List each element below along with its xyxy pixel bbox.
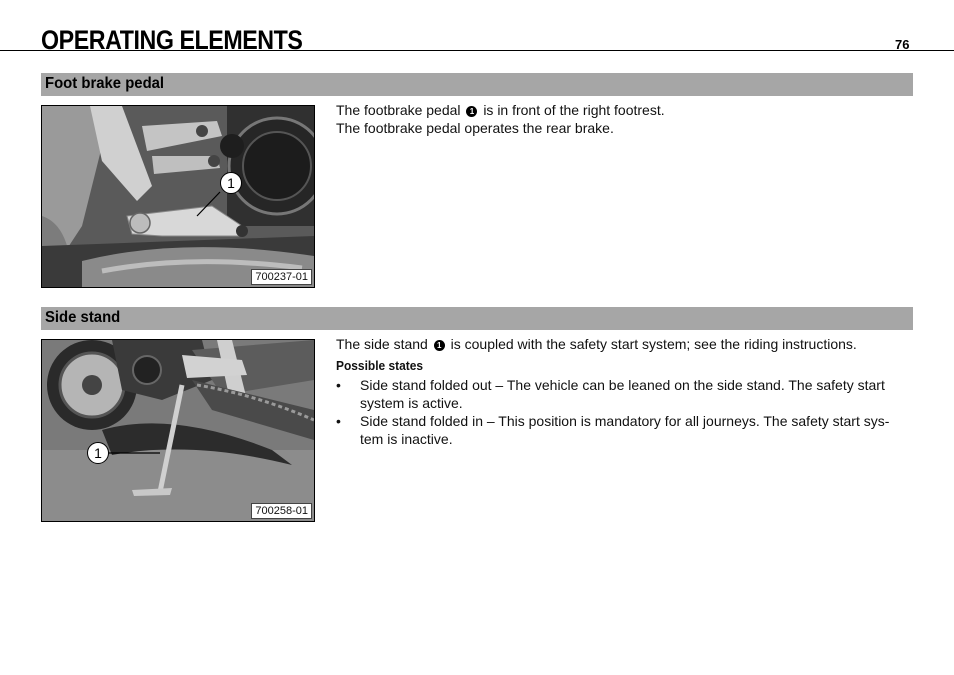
list-item-text: Side stand folded out – The vehicle can be leaned on the side stand. The safety start <box>360 377 885 393</box>
side-stand-photo <box>41 339 315 522</box>
foot-brake-pedal-photo <box>41 105 315 288</box>
bullet-marker: • <box>336 377 341 393</box>
foot-brake-pedal-text <box>336 101 896 137</box>
list-item <box>336 412 908 448</box>
paragraph <box>336 101 896 119</box>
bullet-marker: • <box>336 413 341 429</box>
states-list <box>336 376 908 448</box>
list-item-text: Side stand folded in – This position is mandatory for all journeys. The safety start sys- <box>360 413 890 429</box>
section-heading-text: Side stand <box>45 309 121 326</box>
paragraph: The footbrake pedal operates the rear brake. <box>336 120 614 136</box>
callout-reference: 1 <box>466 106 477 117</box>
callout-marker: 1 <box>220 172 242 194</box>
page-title: OPERATING ELEMENTS <box>41 25 303 55</box>
section-heading-side-stand <box>41 307 913 330</box>
side-stand-illustration <box>42 340 314 521</box>
possible-states-heading: Possible states <box>336 358 424 373</box>
list-item <box>336 376 908 412</box>
section-heading-foot-brake-pedal <box>41 73 913 96</box>
page-number: 76 <box>895 37 910 52</box>
title-divider <box>0 50 954 51</box>
list-item-text: system is active. <box>360 395 463 411</box>
section-heading-text: Foot brake pedal <box>45 75 165 92</box>
list-item-text: tem is inactive. <box>360 431 453 447</box>
paragraph <box>336 335 908 353</box>
paragraph-text: is coupled with the safety start system; see the riding instructions. <box>450 336 857 352</box>
paragraph-text: The footbrake pedal <box>336 102 461 118</box>
side-stand-text <box>336 335 908 448</box>
foot-brake-pedal-illustration <box>42 106 314 287</box>
paragraph-text: is in front of the right footrest. <box>483 102 665 118</box>
callout-reference: 1 <box>434 340 445 351</box>
figure-code: 700237-01 <box>251 269 312 285</box>
callout-marker: 1 <box>87 442 109 464</box>
paragraph-text: The side stand <box>336 336 428 352</box>
figure-code: 700258-01 <box>251 503 312 519</box>
